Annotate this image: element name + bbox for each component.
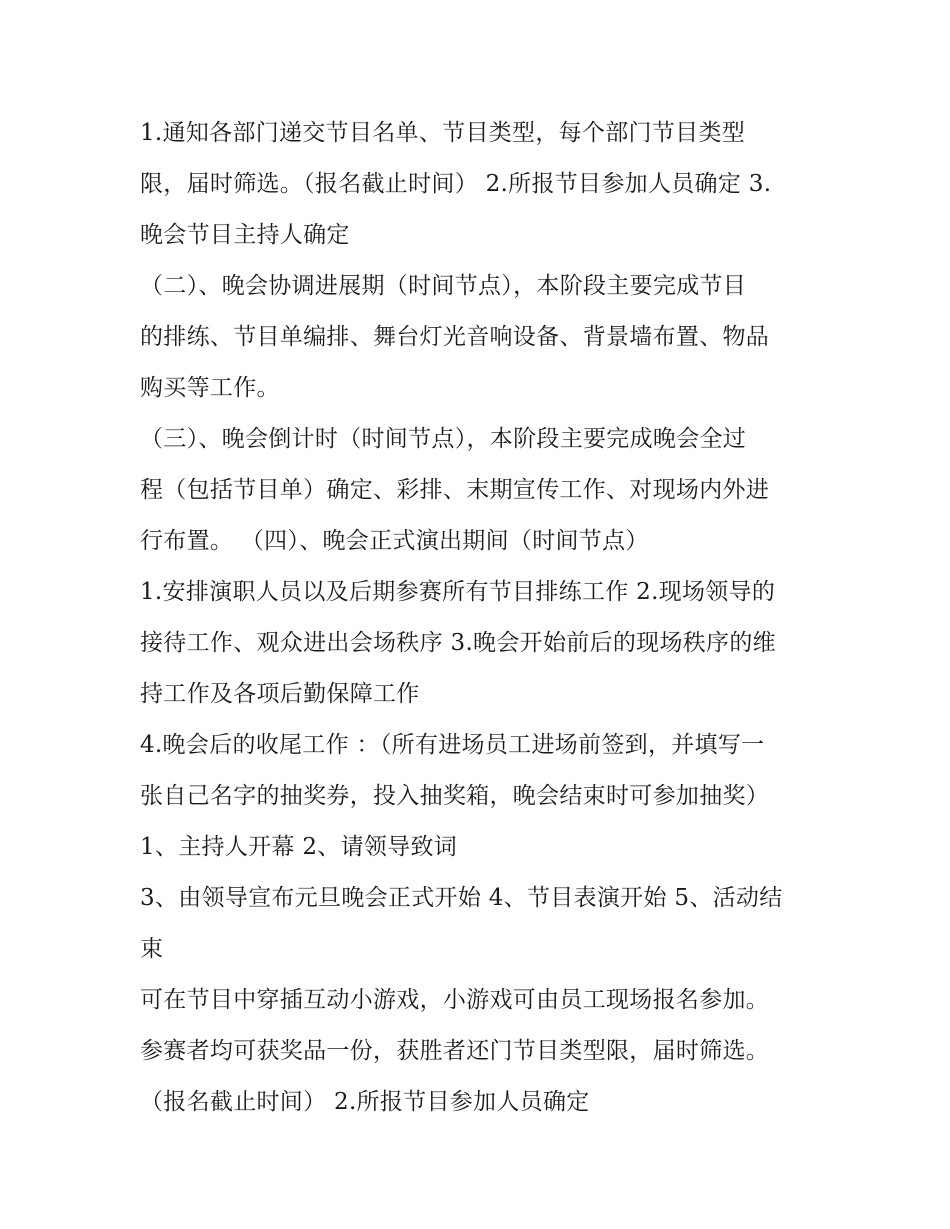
text-line-10: 1.安排演职人员以及后期参赛所有节目排练工作 2.现场领导的 — [140, 579, 776, 605]
text-line-13: 4.晚会后的收尾工作 ：（所有进场员工进场前签到，并填写一 — [140, 732, 765, 758]
text-line-8: 程（包括节目单）确定、彩排、末期宣传工作、对现场内外进 — [140, 477, 770, 503]
text-line-2: 限，届时筛选。（报名截止时间） 2.所报节目参加人员确定 3. — [140, 171, 772, 197]
text-line-5: 的排练、节目单编排、舞台灯光音响设备、背景墙布置、物品 — [140, 324, 770, 350]
text-line-14: 张自己名字的抽奖券，投入抽奖箱，晚会结束时可参加抽奖） — [140, 783, 770, 809]
text-line-1: 1.通知各部门递交节目名单、节目类型，每个部门节目类型 — [140, 120, 746, 146]
document-body — [140, 108, 820, 1128]
text-line-20: （报名截止时间） 2.所报节目参加人员确定 — [140, 1089, 590, 1115]
text-line-11: 接待工作、观众进出会场秩序 3.晚会开始前后的现场秩序的维 — [140, 630, 776, 656]
text-line-15: 1、主持人开幕 2、请领导致词 — [140, 834, 458, 860]
text-line-3: 晚会节目主持人确定 — [140, 222, 350, 248]
text-line-9: 行布置。 （四）、晚会正式演出期间（时间节点） — [140, 528, 649, 554]
text-line-6: 购买等工作。 — [140, 375, 280, 401]
text-line-19: 参赛者均可获奖品一份，获胜者还门节目类型限，届时筛选。 — [140, 1038, 770, 1064]
text-line-16: 3、由领导宣布元旦晚会正式开始 4、节目表演开始 5、活动结 — [140, 885, 783, 911]
text-line-12: 持工作及各项后勤保障工作 — [140, 681, 420, 707]
text-line-17: 束 — [140, 936, 164, 962]
text-line-18: 可在节目中穿插互动小游戏，小游戏可由员工现场报名参加。 — [140, 987, 770, 1013]
text-line-4: （二）、晚会协调进展期（时间节点），本阶段主要完成节目 — [140, 273, 747, 299]
text-line-7: （三）、晚会倒计时（时间节点），本阶段主要完成晚会全过 — [140, 426, 747, 452]
